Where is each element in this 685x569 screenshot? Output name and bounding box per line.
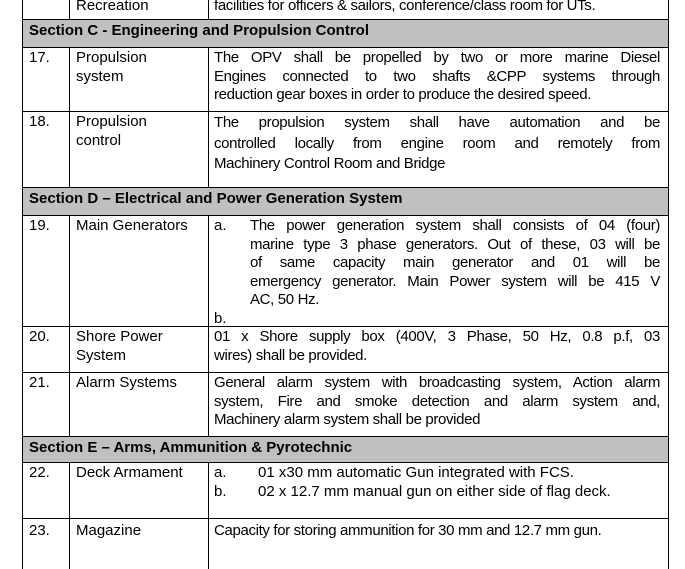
row-number: 21. [23, 373, 70, 436]
row-number: 20. [23, 327, 70, 372]
sub-item-a: a. The power generation system shall consists of 04 (four) marine type 3 phase generators. Out of these, 03 will be of same capacity main generator and 01 will be emergency generator. Main Power system will be 415 V AC, 50 Hz. [214, 217, 660, 308]
table-row-recreation [22, 0, 669, 20]
table-row-18 [22, 112, 669, 188]
sub-item-a: a. 01 x30 mm automatic Gun integrated with FCS. [214, 464, 574, 481]
specification-table [22, 0, 669, 569]
table-row-21 [22, 373, 669, 437]
desc-cell: General alarm system with broadcasting system, Action alarm system, Fire and smoke detection and alarm system and, Machinery alarm system shall be provided [214, 374, 660, 428]
item-cell: Main Generators [70, 216, 209, 326]
row-number: 22. [23, 463, 70, 518]
table-row-17 [22, 48, 669, 112]
row-number: 18. [23, 112, 70, 187]
table-row-23 [22, 519, 669, 569]
desc-cell: The propulsion system shall have automation and be controlled locally from engine room and remotely from Machinery Control Room and Bridge [214, 114, 660, 172]
desc-cell: 01 x Shore supply box (400V, 3 Phase, 50 Hz, 0.8 p.f, 03 wires) shall be provided. [214, 328, 660, 364]
desc-cell [209, 216, 668, 326]
desc-cell: facilities for officers & sailors, conference/class room for UTs. [214, 0, 596, 14]
desc-cell: Capacity for storing ammunition for 30 mm and 12.7 mm gun. [214, 522, 602, 539]
section-header-d: Section D – Electrical and Power Generation System [22, 188, 669, 216]
item-cell: Propulsion control [70, 112, 209, 187]
desc-cell [209, 463, 668, 518]
section-header-c: Section C - Engineering and Propulsion Control [22, 20, 669, 48]
item-cell: Propulsion system [70, 48, 209, 111]
table-row-20 [22, 327, 669, 373]
item-cell: Recreation [70, 0, 209, 19]
desc-cell: The OPV shall be propelled by two or more marine Diesel Engines connected to two shafts &CPP systems through reduction gear boxes in order to produce the desired speed. [214, 49, 660, 103]
item-cell: Shore Power System [70, 327, 209, 372]
row-number: 23. [23, 519, 70, 569]
sub-item-b: b. 02 x 12.7 mm manual gun on either side of flag deck. [214, 482, 611, 500]
item-cell: Alarm Systems [70, 373, 209, 436]
section-header-e: Section E – Arms, Ammunition & Pyrotechnic [22, 437, 669, 463]
item-cell: Magazine [70, 519, 209, 569]
item-cell: Deck Armament [70, 463, 209, 518]
sub-item-b: b. [214, 309, 227, 327]
row-number: 19. [23, 216, 70, 326]
row-number: 17. [23, 48, 70, 111]
table-row-19 [22, 216, 669, 327]
table-row-22 [22, 463, 669, 519]
